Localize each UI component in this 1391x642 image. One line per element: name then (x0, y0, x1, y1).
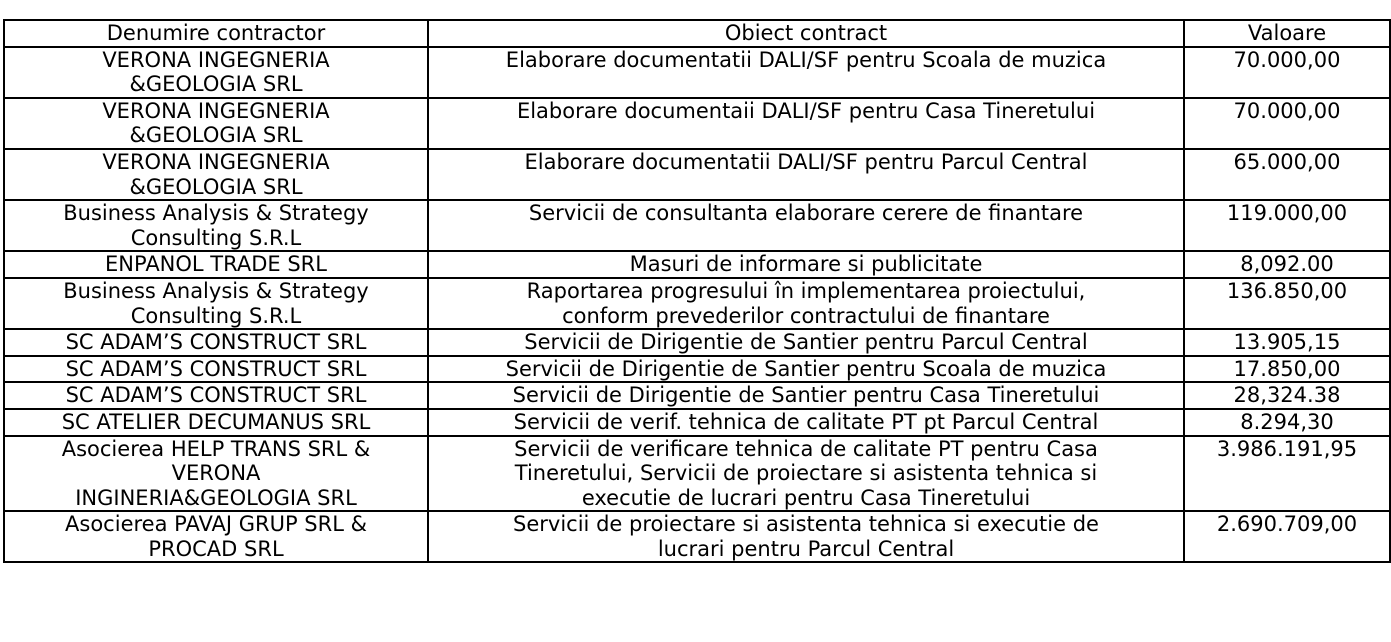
object-cell-line: Elaborare documentatii DALI/SF pentru Scoala de muzica (505, 47, 1107, 72)
table-row (4, 200, 1390, 251)
value-cell: 8,092.00 (1184, 251, 1390, 278)
object-cell (428, 436, 1184, 512)
object-cell-line: Servicii de proiectare si asistenta tehnica si executie de (513, 512, 1099, 537)
object-cell-line: Tineretului, Servicii de proiectare si asistenta tehnica si (514, 461, 1098, 486)
contractor-cell (4, 409, 428, 436)
value-cell: 28,324.38 (1184, 382, 1390, 409)
contractor-cell-line: PROCAD SRL (148, 536, 284, 561)
object-cell-line: Masuri de informare si publicitate (629, 252, 983, 277)
object-cell (428, 382, 1184, 409)
value-cell: 65.000,00 (1184, 149, 1390, 200)
table-row (4, 278, 1390, 329)
object-cell (428, 356, 1184, 383)
contractor-cell-line: &GEOLOGIA SRL (129, 123, 303, 148)
contractor-cell (4, 98, 428, 149)
object-cell (428, 200, 1184, 251)
object-cell (428, 278, 1184, 329)
contractor-cell-line: VERONA (171, 461, 261, 486)
header-contractor: Denumire contractor (4, 20, 428, 47)
contractor-cell (4, 251, 428, 278)
contractor-cell (4, 47, 428, 98)
contractor-cell (4, 436, 428, 512)
object-cell-line: Elaborare documentaii DALI/SF pentru Casa Tineretului (516, 98, 1096, 123)
object-cell (428, 511, 1184, 562)
table-row (4, 149, 1390, 200)
value-cell: 8.294,30 (1184, 409, 1390, 436)
table-row (4, 47, 1390, 98)
contractor-cell (4, 356, 428, 383)
contractor-cell (4, 200, 428, 251)
object-cell (428, 149, 1184, 200)
value-cell: 70.000,00 (1184, 98, 1390, 149)
object-cell-line: Servicii de Dirigentie de Santier pentru Scoala de muzica (505, 356, 1107, 381)
table-row (4, 251, 1390, 278)
table-row (4, 511, 1390, 562)
contractor-cell (4, 329, 428, 356)
contractor-cell-line: Asocierea HELP TRANS SRL & (61, 436, 371, 461)
object-cell (428, 409, 1184, 436)
contractor-cell-line: VERONA INGEGNERIA (102, 98, 330, 123)
object-cell (428, 47, 1184, 98)
value-cell: 17.850,00 (1184, 356, 1390, 383)
object-cell-line: Servicii de verif. tehnica de calitate PT pt Parcul Central (513, 409, 1099, 434)
value-cell: 119.000,00 (1184, 200, 1390, 251)
contractor-cell-line: Business Analysis & Strategy (63, 201, 369, 226)
contractor-cell-line: SC ATELIER DECUMANUS SRL (61, 409, 371, 434)
contractor-cell (4, 382, 428, 409)
object-cell-line: Servicii de Dirigentie de Santier pentru Casa Tineretului (512, 383, 1100, 408)
table-row (4, 356, 1390, 383)
contractor-cell (4, 511, 428, 562)
table-row (4, 329, 1390, 356)
value-cell: 2.690.709,00 (1184, 511, 1390, 562)
table-row (4, 436, 1390, 512)
header-row (4, 20, 1390, 47)
value-cell: 13.905,15 (1184, 329, 1390, 356)
table-row (4, 382, 1390, 409)
contractor-cell-line: SC ADAM’S CONSTRUCT SRL (65, 356, 367, 381)
object-cell (428, 98, 1184, 149)
object-cell (428, 251, 1184, 278)
contractor-cell-line: &GEOLOGIA SRL (129, 72, 303, 97)
contractor-cell-line: Consulting S.R.L (130, 225, 302, 250)
contractor-cell-line: Consulting S.R.L (130, 303, 302, 328)
header-object: Obiect contract (428, 20, 1184, 47)
contractor-cell-line: Business Analysis & Strategy (63, 278, 369, 303)
value-cell: 136.850,00 (1184, 278, 1390, 329)
table-row (4, 98, 1390, 149)
header-value: Valoare (1184, 20, 1390, 47)
contractor-cell-line: INGINERIA&GEOLOGIA SRL (75, 485, 357, 510)
contractor-cell (4, 149, 428, 200)
object-cell-line: Servicii de Dirigentie de Santier pentru Parcul Central (524, 330, 1088, 355)
contractor-cell-line: SC ADAM’S CONSTRUCT SRL (65, 330, 367, 355)
object-cell-line: Raportarea progresului în implementarea proiectului, (526, 278, 1086, 303)
contractor-cell-line: Asocierea PAVAJ GRUP SRL & (65, 512, 367, 537)
contractor-cell-line: &GEOLOGIA SRL (129, 174, 303, 199)
object-cell-line: Elaborare documentatii DALI/SF pentru Parcul Central (524, 149, 1088, 174)
object-cell-line: executie de lucrari pentru Casa Tineretului (581, 485, 1031, 510)
table-row (4, 409, 1390, 436)
table-body (4, 47, 1390, 563)
object-cell-line: conform prevederilor contractului de finantare (562, 303, 1050, 328)
contractor-cell (4, 278, 428, 329)
value-cell: 3.986.191,95 (1184, 436, 1390, 512)
value-cell: 70.000,00 (1184, 47, 1390, 98)
contractor-cell-line: VERONA INGEGNERIA (102, 149, 330, 174)
object-cell (428, 329, 1184, 356)
table-header (4, 20, 1390, 47)
object-cell-line: lucrari pentru Parcul Central (657, 536, 955, 561)
contracts-table (3, 19, 1391, 563)
contractor-cell-line: SC ADAM’S CONSTRUCT SRL (65, 383, 367, 408)
contractor-cell-line: VERONA INGEGNERIA (102, 47, 330, 72)
object-cell-line: Servicii de verificare tehnica de calitate PT pentru Casa (514, 436, 1098, 461)
object-cell-line: Servicii de consultanta elaborare cerere de finantare (528, 201, 1084, 226)
contractor-cell-line: ENPANOL TRADE SRL (105, 252, 327, 277)
